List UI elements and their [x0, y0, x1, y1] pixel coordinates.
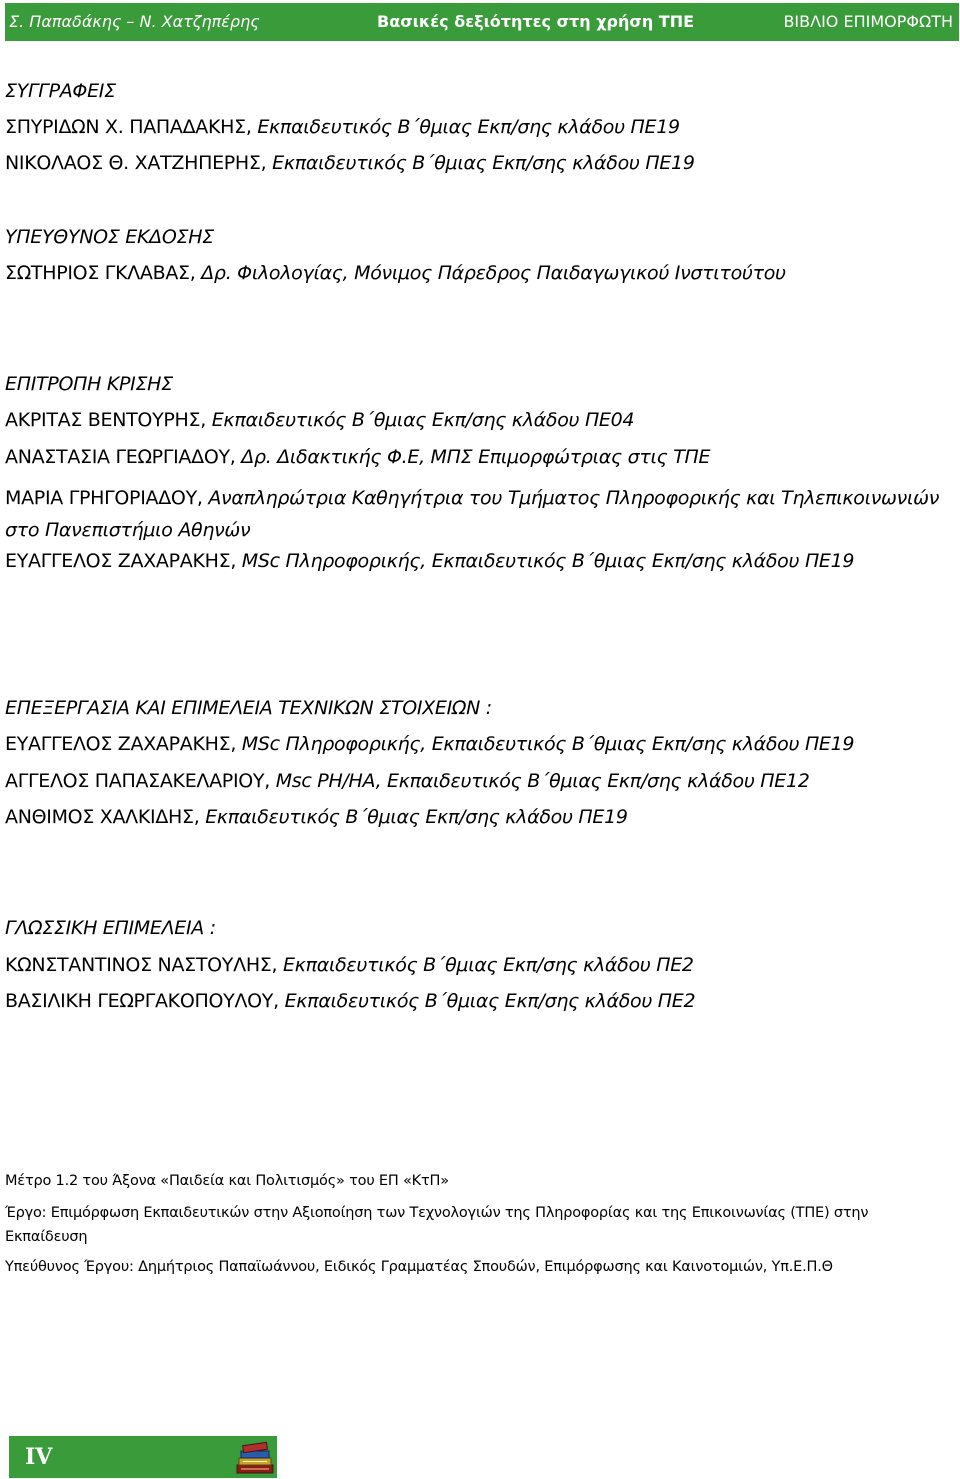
author-line: [5, 116, 680, 139]
authors-heading: ΣΥΓΓΡΑΦΕΙΣ: [5, 80, 116, 102]
person-name: ΑΝΑΣΤΑΣΙΑ ΓΕΩΡΓΙΑΔΟΥ,: [5, 446, 236, 468]
committee-line: [5, 409, 634, 432]
person-name: ΒΑΣΙΛΙΚΗ ΓΕΩΡΓΑΚΟΠΟΥΛΟΥ,: [5, 990, 279, 1012]
publisher-line: [5, 262, 786, 285]
page-number: IV: [25, 1444, 53, 1470]
committee-line: [5, 482, 955, 546]
page-header: [5, 3, 959, 41]
person-role: Δρ. Διδακτικής Φ.Ε, ΜΠΣ Επιμορφώτριας στις ΤΠΕ: [235, 446, 711, 468]
person-name: ΑΓΓΕΛΟΣ ΠΑΠΑΣΑΚΕΛΑΡΙΟΥ,: [5, 770, 270, 792]
person-role: Εκπαιδευτικός Β΄θμιας Εκπ/σης κλάδου ΠΕ04: [205, 409, 635, 431]
person-name: ΣΩΤΗΡΙΟΣ ΓΚΛΑΒΑΣ,: [5, 262, 196, 284]
person-name: ΑΝΘΙΜΟΣ ΧΑΛΚΙΔΗΣ,: [5, 806, 200, 828]
committee-line: [5, 446, 710, 469]
header-book: ΒΙΒΛΙΟ ΕΠΙΜΟΡΦΩΤΗ: [783, 12, 953, 31]
language-line: [5, 954, 694, 977]
footer-measure: Μέτρο 1.2 του Άξονα «Παιδεία και Πολιτισμός» του ΕΠ «ΚτΠ»: [5, 1173, 449, 1189]
author-line: [5, 152, 695, 175]
publisher-heading: ΥΠΕΥΘΥΝΟΣ ΕΚΔΟΣΗΣ: [5, 226, 214, 248]
person-name: ΕΥΑΓΓΕΛΟΣ ΖΑΧΑΡΑΚΗΣ,: [5, 550, 237, 572]
person-role: Δρ. Φιλολογίας, Μόνιμος Πάρεδρος Παιδαγωγικού Ινστιτούτου: [195, 262, 786, 284]
person-name: ΝΙΚΟΛΑΟΣ Θ. ΧΑΤΖΗΠΕΡΗΣ,: [5, 152, 267, 174]
person-name: ΑΚΡΙΤΑΣ ΒΕΝΤΟΥΡΗΣ,: [5, 409, 206, 431]
person-name: ΜΑΡΙΑ ΓΡΗΓΟΡΙΑΔΟΥ,: [5, 487, 203, 509]
footer-responsible: Υπεύθυνος Έργου: Δημήτριος Παπαϊωάννου, Ειδικός Γραμματέας Σπουδών, Επιμόρφωσης και Καινοτομιών, Υπ.Ε.Π.Θ: [5, 1259, 833, 1275]
language-line: [5, 990, 695, 1013]
person-role: MSc Πληροφορικής, Εκπαιδευτικός Β΄θμιας Εκπ/σης κλάδου ΠΕ19: [236, 550, 855, 572]
person-role: Msc PH/HA, Εκπαιδευτικός Β΄θμιας Εκπ/σης κλάδου ΠΕ12: [269, 770, 810, 792]
person-role: Εκπαιδευτικός Β΄θμιας Εκπ/σης κλάδου ΠΕ2: [277, 954, 694, 976]
technical-line: [5, 806, 628, 829]
person-name: ΚΩΝΣΤΑΝΤΙΝΟΣ ΝΑΣΤΟΥΛΗΣ,: [5, 954, 278, 976]
committee-heading: ΕΠΙΤΡΟΠΗ ΚΡΙΣΗΣ: [5, 373, 173, 395]
language-heading: ΓΛΩΣΣΙΚΗ ΕΠΙΜΕΛΕΙΑ :: [5, 917, 216, 939]
person-name: ΕΥΑΓΓΕΛΟΣ ΖΑΧΑΡΑΚΗΣ,: [5, 733, 237, 755]
committee-line: [5, 550, 854, 573]
person-role: Εκπαιδευτικός Β΄θμιας Εκπ/σης κλάδου ΠΕ19: [199, 806, 628, 828]
person-role: Αναπληρώτρια Καθηγήτρια του Τμήματος Πληροφορικής και Τηλεπικοινωνιών στο Πανεπιστήμιο Αθηνών: [5, 487, 940, 541]
person-role: Εκπαιδευτικός Β΄θμιας Εκπ/σης κλάδου ΠΕ19: [251, 116, 680, 138]
header-title: Βασικές δεξιότητες στη χρήση ΤΠΕ: [377, 12, 695, 31]
footer-project: Έργο: Επιμόρφωση Εκπαιδευτικών στην Αξιοποίηση των Τεχνολογιών της Πληροφορίας και της Επικοινωνίας (ΤΠΕ) στην Εκπαίδευση: [5, 1205, 869, 1245]
page-number-bar: [9, 1436, 277, 1478]
person-role: Εκπαιδευτικός Β΄θμιας Εκπ/σης κλάδου ΠΕ2: [278, 990, 696, 1012]
person-name: ΣΠΥΡΙΔΩΝ Χ. ΠΑΠΑΔΑΚΗΣ,: [5, 116, 252, 138]
technical-line: [5, 770, 810, 793]
person-role: MSc Πληροφορικής, Εκπαιδευτικός Β΄θμιας Εκπ/σης κλάδου ΠΕ19: [236, 733, 855, 755]
header-authors: Σ. Παπαδάκης – Ν. Χατζηπέρης: [9, 12, 260, 31]
technical-heading: ΕΠΕΞΕΡΓΑΣΙΑ ΚΑΙ ΕΠΙΜΕΛΕΙΑ ΤΕΧΝΙΚΩΝ ΣΤΟΙΧΕΙΩΝ :: [5, 697, 492, 719]
technical-line: [5, 733, 854, 756]
books-icon: [235, 1439, 275, 1475]
person-role: Εκπαιδευτικός Β΄θμιας Εκπ/σης κλάδου ΠΕ19: [266, 152, 695, 174]
